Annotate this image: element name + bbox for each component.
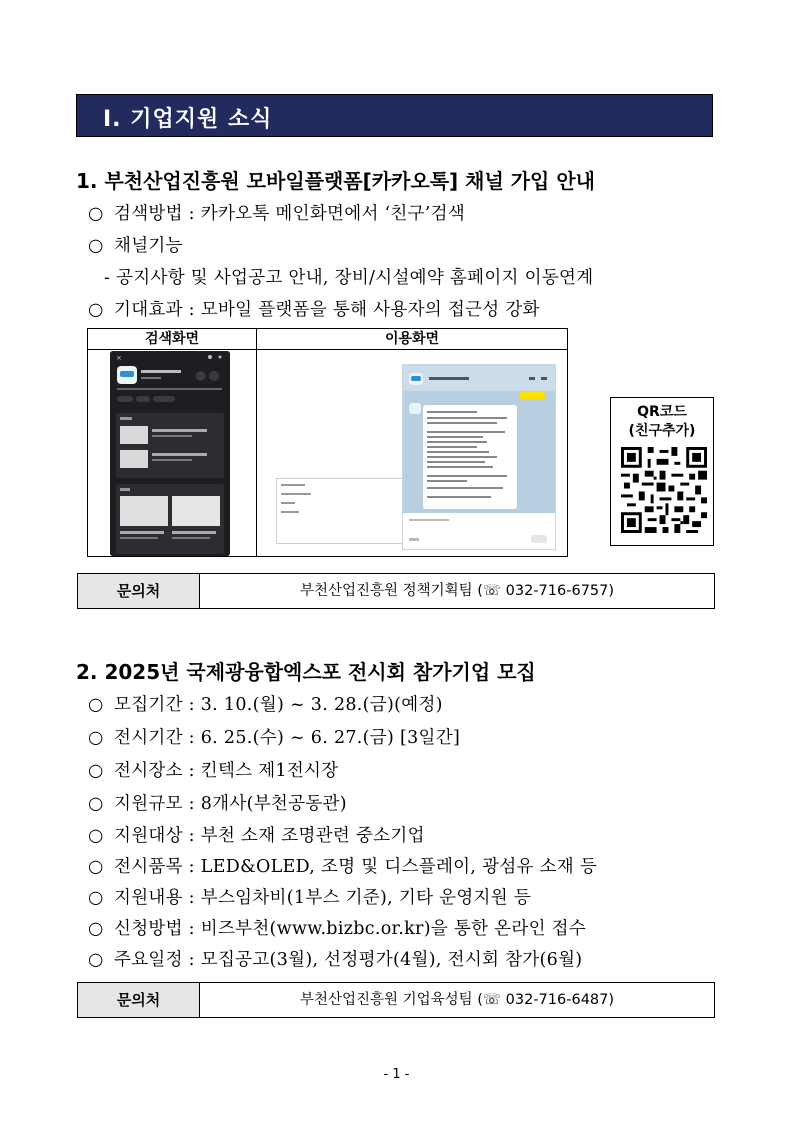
item2-bullet [88, 946, 582, 971]
item2-heading: 2. 2025년 국제광융합엑스포 전시회 참가기업 모집 [76, 660, 536, 684]
item1-bullet-expected-effect [88, 296, 540, 321]
circle-bullet-icon: ○ [88, 826, 104, 846]
circle-bullet-icon: ○ [88, 300, 104, 320]
item1-contact-box [77, 573, 715, 609]
bullet-text: 전시기간 : 6. 25.(수) ~ 6. 27.(금) [3일간] [114, 728, 461, 748]
kakaotalk-search-screenshot [110, 351, 230, 556]
contact-label: 문의처 [78, 983, 200, 1017]
circle-bullet-icon: ○ [88, 794, 104, 814]
qr-code-icon [621, 445, 707, 535]
bullet-text: 모집기간 : 3. 10.(월) ~ 3. 28.(금)(예정) [114, 695, 443, 715]
item2-bullet [88, 757, 338, 782]
qr-code-box [610, 397, 714, 546]
bullet-text: 전시품목 : LED&OLED, 조명 및 디스플레이, 광섬유 소재 등 [114, 857, 598, 877]
circle-bullet-icon: ○ [88, 950, 104, 970]
table-divider [256, 329, 257, 556]
page-number: - 1 - [383, 1067, 410, 1082]
usage-screen-header: 이용화면 [257, 329, 567, 350]
item1-sub-bullet: - 공지사항 및 사업공고 안내, 장비/시설예약 홈페이지 이동연계 [104, 268, 594, 288]
contact-value: 부천산업진흥원 기업육성팀 (☏ 032-716-6487) [299, 992, 615, 1008]
search-screen-header: 검색화면 [88, 329, 256, 350]
bullet-text: 주요일정 : 모집공고(3월), 선정평가(4월), 전시회 참가(6월) [114, 950, 583, 970]
circle-bullet-icon: ○ [88, 236, 104, 256]
channel-menu-image [276, 478, 404, 544]
bullet-text: 검색방법 : 카카오톡 메인화면에서 ‘친구’검색 [114, 204, 466, 224]
bullet-text: 채널기능 [114, 236, 183, 256]
bullet-text: 기대효과 : 모바일 플랫폼을 통해 사용자의 접근성 강화 [114, 300, 540, 320]
item1-bullet-search-method [88, 200, 465, 225]
bullet-text: 신청방법 : 비즈부천(www.bizbc.or.kr)을 통한 온라인 접수 [114, 919, 587, 939]
circle-bullet-icon: ○ [88, 695, 104, 715]
item2-bullet [88, 691, 443, 716]
usage-screen-image [402, 364, 556, 550]
channel-menu-screenshot [277, 479, 405, 545]
contact-label: 문의처 [78, 574, 200, 608]
circle-bullet-icon: ○ [88, 761, 104, 781]
circle-bullet-icon: ○ [88, 857, 104, 877]
circle-bullet-icon: ○ [88, 919, 104, 939]
contact-value: 부천산업진흥원 정책기획팀 (☏ 032-716-6757) [299, 583, 615, 599]
item2-bullet [88, 884, 531, 909]
item2-contact-box [77, 982, 715, 1018]
item1-heading: 1. 부천산업진흥원 모바일플랫폼[카카오톡] 채널 가입 안내 [76, 169, 595, 193]
circle-bullet-icon: ○ [88, 888, 104, 908]
bullet-text: 지원대상 : 부천 소재 조명관련 중소기업 [114, 826, 425, 846]
bullet-text: 지원내용 : 부스임차비(1부스 기준), 기타 운영지원 등 [114, 888, 532, 908]
circle-bullet-icon: ○ [88, 204, 104, 224]
svg-text:×: × [116, 354, 122, 362]
qr-title: QR코드 [637, 404, 687, 420]
bullet-text: 지원규모 : 8개사(부천공동관) [114, 794, 347, 814]
item2-bullet [88, 790, 347, 815]
item2-bullet [88, 822, 425, 847]
section-title: Ⅰ. 기업지원 소식 [103, 107, 273, 132]
qr-subtitle: (친구추가) [628, 423, 696, 439]
item1-bullet-channel-function [88, 232, 183, 257]
item2-bullet [88, 915, 586, 940]
section-banner [76, 94, 713, 137]
kakaotalk-chat-screenshot [403, 365, 555, 549]
search-screen-image [110, 351, 230, 556]
item2-bullet [88, 853, 597, 878]
circle-bullet-icon: ○ [88, 728, 104, 748]
bullet-text: 전시장소 : 킨텍스 제1전시장 [114, 761, 339, 781]
item2-bullet [88, 724, 460, 749]
